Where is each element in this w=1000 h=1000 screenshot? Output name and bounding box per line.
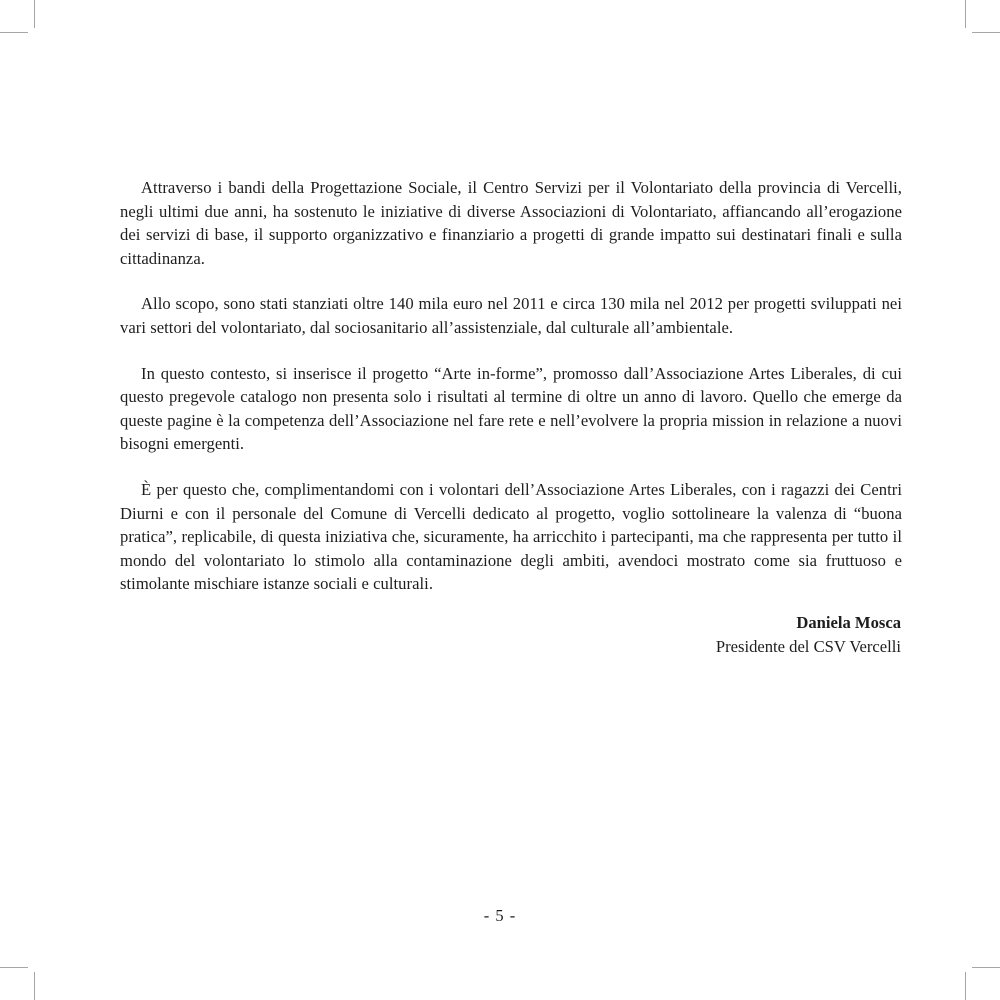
signature-block	[716, 611, 901, 659]
crop-mark-bottom-right-vertical	[965, 972, 966, 1000]
crop-mark-top-right-horizontal	[972, 32, 1000, 33]
paragraph-1: Attraverso i bandi della Progettazione Sociale, il Centro Servizi per il Volontariato della provincia di Vercelli, negli ultimi due anni, ha sostenuto le iniziative di diverse Associazioni di Volontariato, affiancando all’erogazione dei servizi di base, il supporto organizzativo e finanziario a progetti di grande impatto sui destinatari finali e sulla cittadinanza.	[120, 178, 902, 268]
paragraph-2: Allo scopo, sono stati stanziati oltre 140 mila euro nel 2011 e circa 130 mila nel 2012 per progetti sviluppati nei vari settori del volontariato, dal sociosanitario all’assistenziale, dal culturale all’ambientale.	[120, 294, 902, 337]
paragraph-4: È per questo che, complimentandomi con i volontari dell’Associazione Artes Liberales, con i ragazzi dei Centri Diurni e con il personale del Comune di Vercelli dedicato al progetto, voglio sottolineare la valenza di “buona pratica”, replicabile, di questa iniziativa che, sicuramente, ha arricchito i partecipanti, ma che rappresenta per tutto il mondo del volontariato lo stimolo alla contaminazione degli ambiti, avendoci mostrato come sia fruttuoso e stimolante mischiare istanze sociali e culturali.	[120, 479, 902, 594]
signature-role: Presidente del CSV Vercelli	[715, 637, 901, 656]
crop-mark-top-left-vertical	[34, 0, 35, 28]
paragraph-3: In questo contesto, si inserisce il progetto “Arte in-forme”, promosso dall’Associazione Artes Liberales, di cui questo pregevole catalogo non presenta solo i risultati al termine di oltre un anno di lavoro. Quello che emerge da queste pagine è la competenza dell’Associazione nel fare rete e nell’evolvere la propria mission in relazione a nuovi bisogni emergenti.	[120, 363, 902, 454]
crop-mark-top-right-vertical	[965, 0, 966, 28]
body-text	[120, 176, 902, 618]
signature-name: Daniela Mosca	[796, 613, 901, 632]
crop-mark-bottom-right-horizontal	[972, 967, 1000, 968]
crop-mark-bottom-left-horizontal	[0, 967, 28, 968]
page-number: - 5 -	[483, 906, 517, 925]
crop-mark-top-left-horizontal	[0, 32, 28, 33]
crop-mark-bottom-left-vertical	[34, 972, 35, 1000]
